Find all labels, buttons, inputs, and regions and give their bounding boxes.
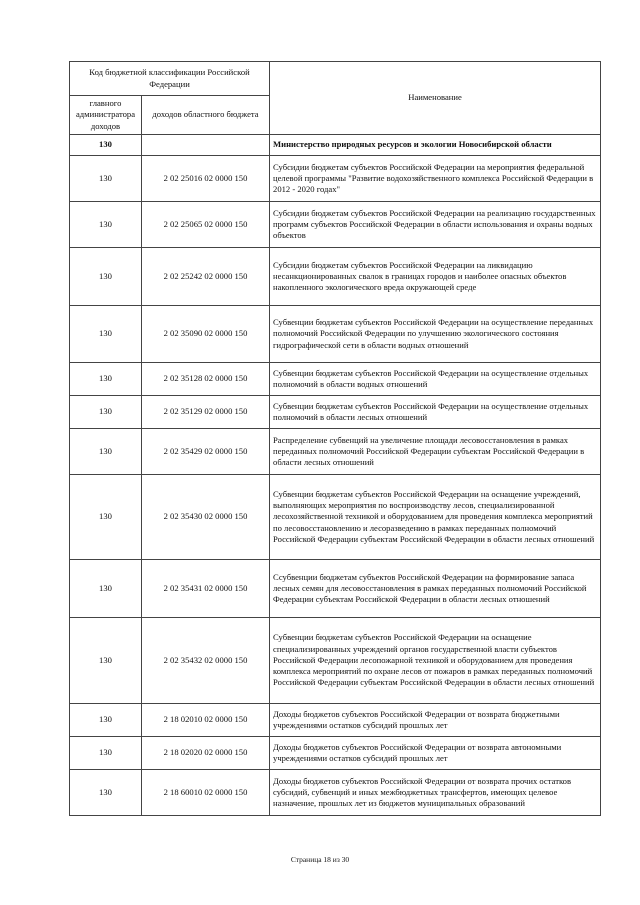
table-row (70, 737, 601, 770)
admin-code-cell: 130 (70, 156, 142, 202)
name-cell: Ссубвенции бюджетам субъектов Российской Федерации на формирование запаса лесных семян для лесовосстановления в рамках переданных полномочий Российской Федерации субъектам Российской Федерации в области лесных отношений (270, 560, 601, 618)
admin-code-cell: 130 (70, 475, 142, 560)
admin-code-cell: 130 (70, 704, 142, 737)
name-cell: Доходы бюджетов субъектов Российской Федерации от возврата прочих остатков субсидий, субвенций и иных межбюджетных трансфертов, имеющих целевое назначение, прошлых лет из бюджетов муниципальных образований (270, 770, 601, 816)
income-code-cell: 2 18 02020 02 0000 150 (142, 737, 270, 770)
name-cell: Субвенции бюджетам субъектов Российской Федерации на оснащение специализированных учреждений органов государственной власти субъектов Российской Федерации лесопожарной техникой и оборудованием для проведения комплекса мероприятий по охране лесов от пожаров в рамках переданных полномочий Российской Федерации субъектам Российской Федерации в области лесных отношений (270, 618, 601, 704)
admin-code-cell: 130 (70, 737, 142, 770)
table-row (70, 770, 601, 816)
name-cell: Субсидии бюджетам субъектов Российской Федерации на ликвидацию несанкционированных свалок в границах городов и наиболее опасных объектов накопленного экологического вреда окружающей среде (270, 248, 601, 306)
admin-code-cell: 130 (70, 429, 142, 475)
section-empty-cell (142, 135, 270, 156)
name-cell: Субвенции бюджетам субъектов Российской Федерации на осуществление отдельных полномочий в области лесных отношений (270, 396, 601, 429)
name-cell: Субвенции бюджетам субъектов Российской Федерации на осуществление отдельных полномочий в области водных отношений (270, 363, 601, 396)
name-cell: Субвенции бюджетам субъектов Российской Федерации на осуществление переданных полномочий Российской Федерации по улучшению экологического состояния гидрографической сети в области водных отношений (270, 306, 601, 363)
income-code-header: доходов областного бюджета (142, 96, 270, 135)
admin-code-cell: 130 (70, 306, 142, 363)
table-row (70, 475, 601, 560)
name-cell: Доходы бюджетов субъектов Российской Федерации от возврата автономными учреждениями остатков субсидий прошлых лет (270, 737, 601, 770)
page-number: Страница 18 из 30 (290, 855, 350, 864)
table-row (70, 156, 601, 202)
kbk-header: Код бюджетной классификации Российской Федерации (70, 62, 270, 96)
admin-code-cell: 130 (70, 770, 142, 816)
income-code-cell: 2 02 35432 02 0000 150 (142, 618, 270, 704)
income-code-cell: 2 02 25242 02 0000 150 (142, 248, 270, 306)
income-code-cell: 2 02 35128 02 0000 150 (142, 363, 270, 396)
table-row (70, 560, 601, 618)
admin-code-cell: 130 (70, 560, 142, 618)
admin-code-cell: 130 (70, 202, 142, 248)
income-code-cell: 2 02 35090 02 0000 150 (142, 306, 270, 363)
table-row (70, 618, 601, 704)
admin-code-header: главного администратора доходов (70, 96, 142, 135)
table-row (70, 202, 601, 248)
table-row (70, 429, 601, 475)
income-code-cell: 2 02 25016 02 0000 150 (142, 156, 270, 202)
table-row (70, 248, 601, 306)
name-cell: Распределение субвенций на увеличение площади лесовосстановления в рамках переданных полномочий Российской Федерации субъектам Российской Федерации в области лесных отношений (270, 429, 601, 475)
table-row (70, 704, 601, 737)
income-classification-table (69, 61, 601, 816)
admin-code-cell: 130 (70, 618, 142, 704)
income-code-cell: 2 18 02010 02 0000 150 (142, 704, 270, 737)
name-cell: Субсидии бюджетам субъектов Российской Федерации на реализацию государственных программ субъектов Российской Федерации в области использования и охраны водных объектов (270, 202, 601, 248)
table-row (70, 363, 601, 396)
income-code-cell: 2 02 35129 02 0000 150 (142, 396, 270, 429)
name-cell: Субсидии бюджетам субъектов Российской Федерации на мероприятия федеральной целевой программы "Развитие водохозяйственного комплекса Российской Федерации в 2012 - 2020 годах" (270, 156, 601, 202)
section-row (70, 135, 601, 156)
income-code-cell: 2 02 35431 02 0000 150 (142, 560, 270, 618)
name-header: Наименование (270, 62, 601, 135)
table-row (70, 306, 601, 363)
income-code-cell: 2 02 35430 02 0000 150 (142, 475, 270, 560)
income-code-cell: 2 02 35429 02 0000 150 (142, 429, 270, 475)
section-title: Министерство природных ресурсов и экологии Новосибирской области (270, 135, 601, 156)
table-row (70, 396, 601, 429)
income-code-cell: 2 18 60010 02 0000 150 (142, 770, 270, 816)
section-admin-code: 130 (70, 135, 142, 156)
admin-code-cell: 130 (70, 248, 142, 306)
name-cell: Доходы бюджетов субъектов Российской Федерации от возврата бюджетными учреждениями остатков субсидий прошлых лет (270, 704, 601, 737)
income-code-cell: 2 02 25065 02 0000 150 (142, 202, 270, 248)
name-cell: Субвенции бюджетам субъектов Российской Федерации на оснащение учреждений, выполняющих мероприятия по воспроизводству лесов, специализированной лесохозяйственной техникой и оборудованием для проведения комплекса мероприятий по лесовосстановлению и лесоразведению в рамках переданных полномочий Российской Федерации субъектам Российской Федерации в области лесных отношений (270, 475, 601, 560)
admin-code-cell: 130 (70, 363, 142, 396)
admin-code-cell: 130 (70, 396, 142, 429)
